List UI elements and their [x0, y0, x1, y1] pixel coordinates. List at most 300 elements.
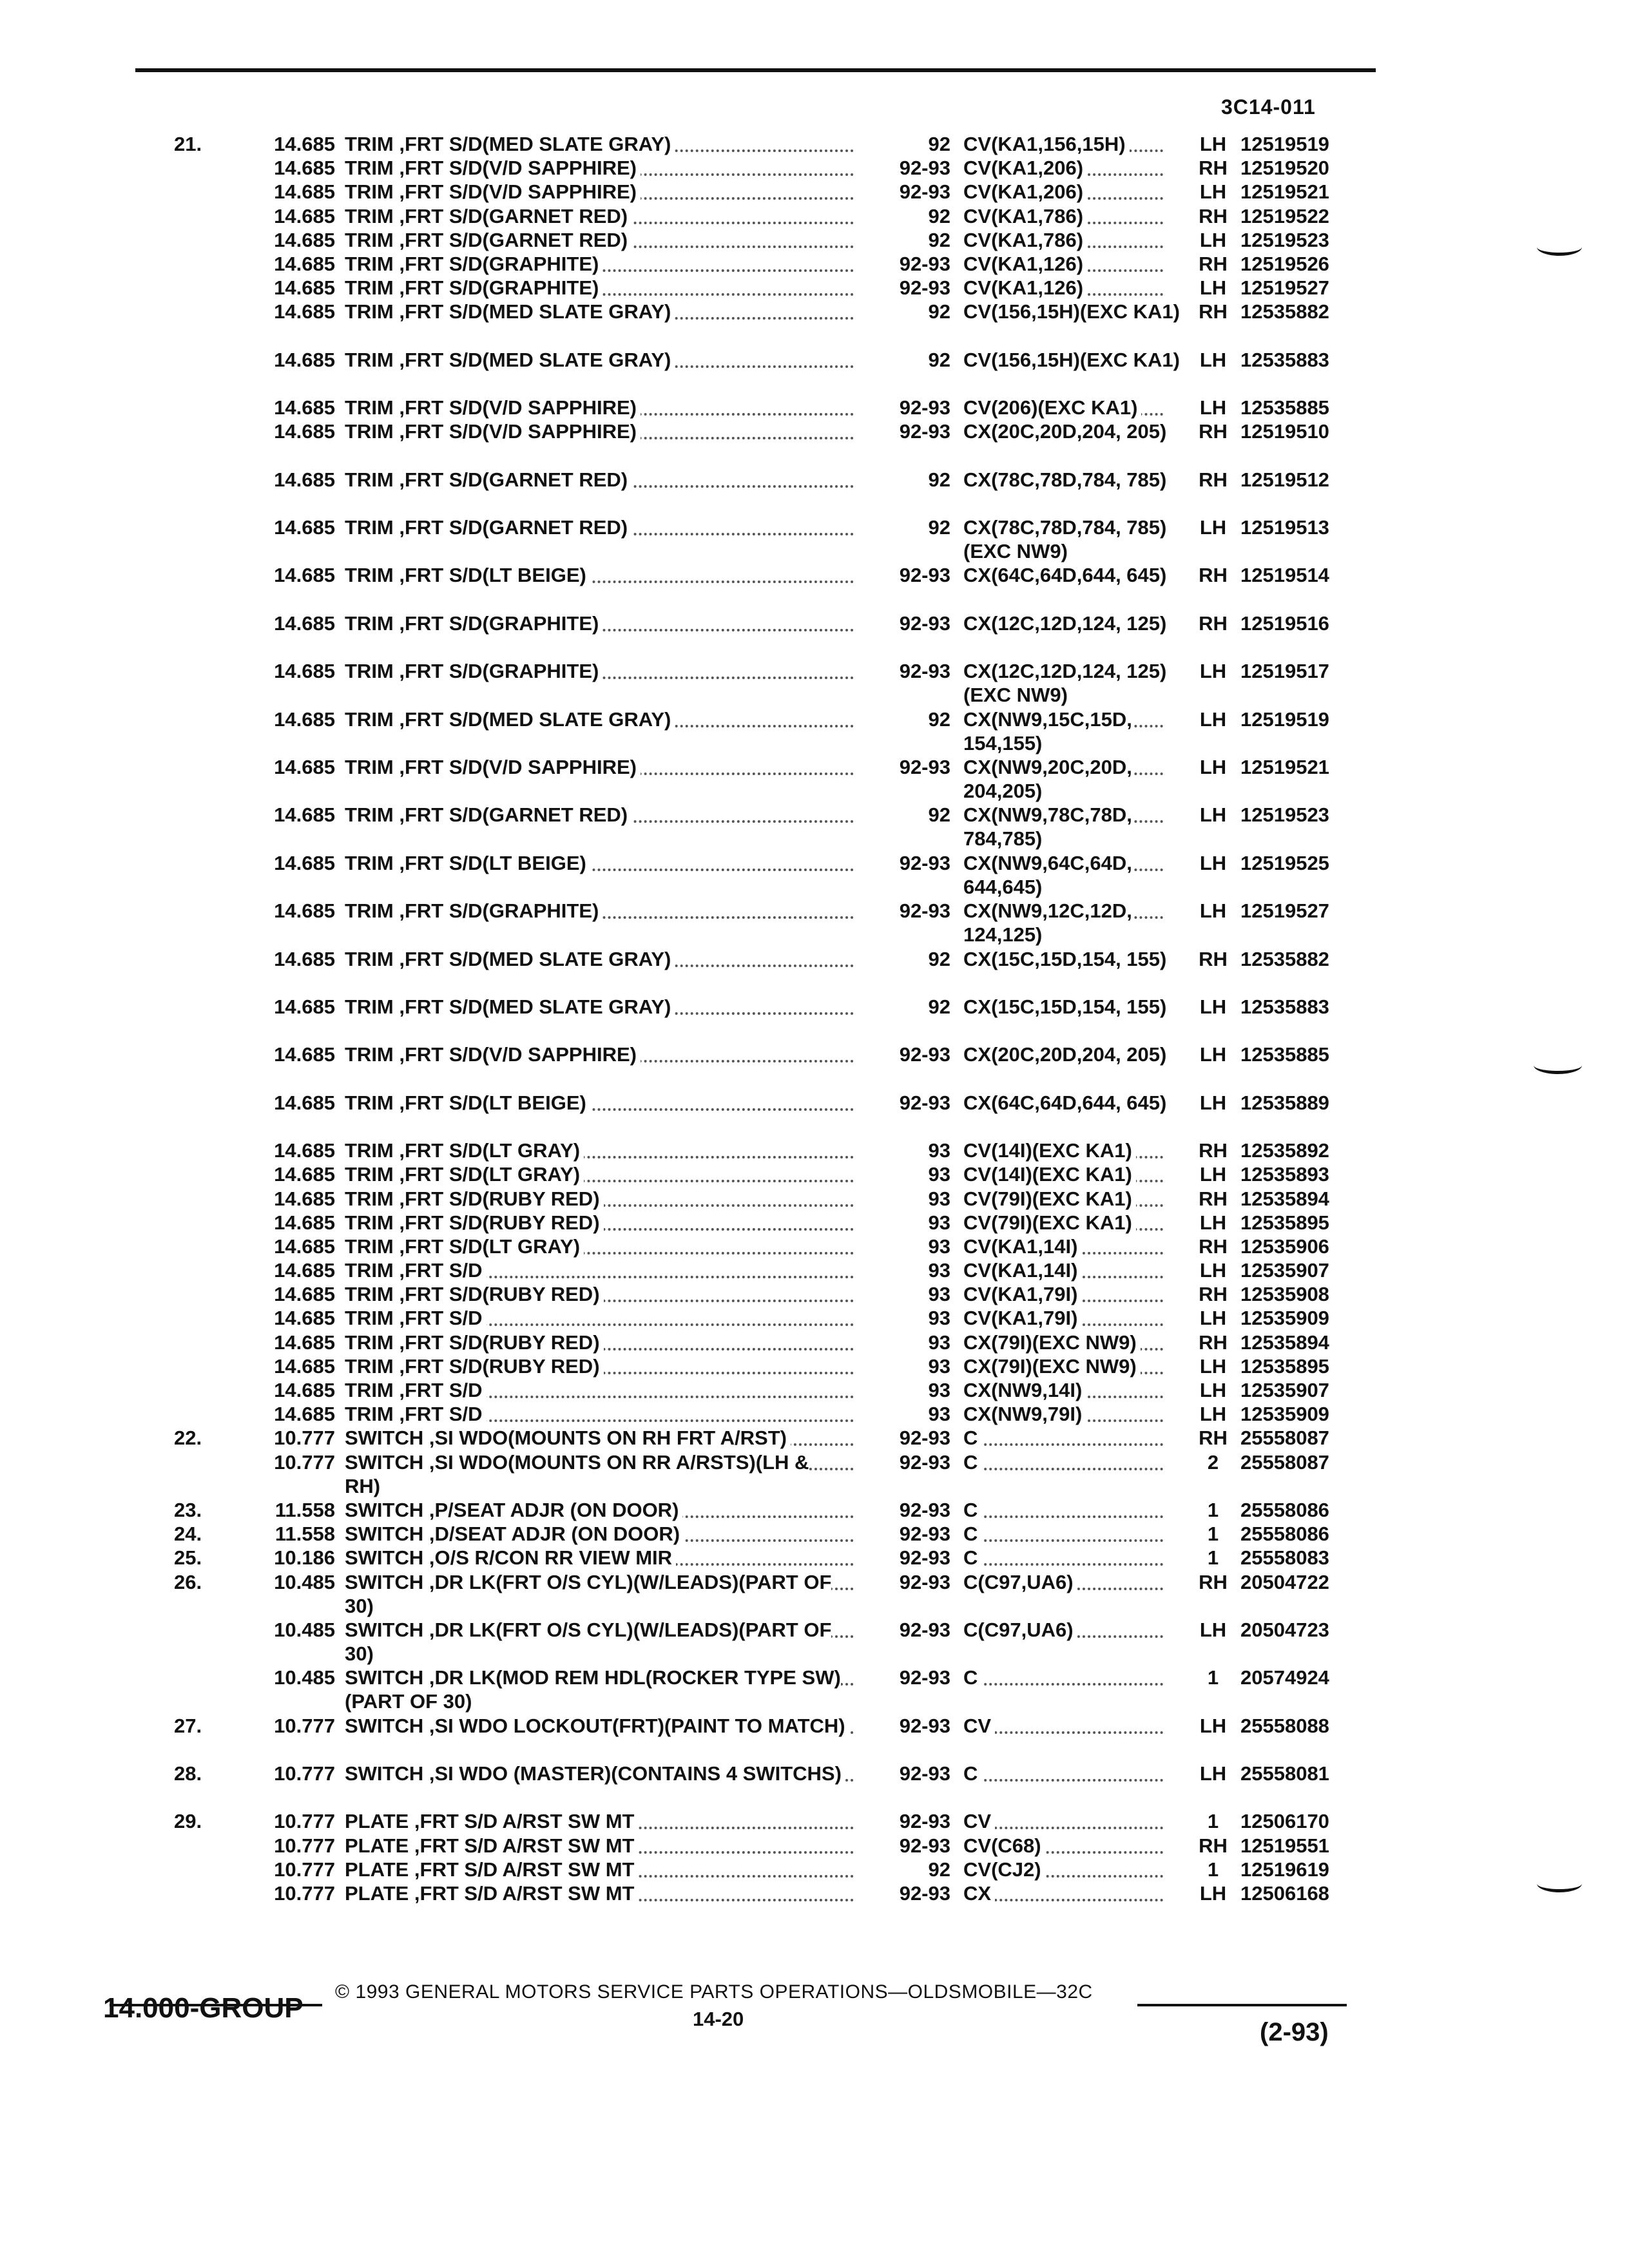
model-year: 93: [928, 1283, 950, 1306]
model-code: CV(KA1,126): [963, 276, 1208, 300]
part-number: 12535889: [1240, 1091, 1329, 1114]
table-row: [0, 396, 1629, 419]
part-description: TRIM ,FRT S/D: [345, 1306, 854, 1330]
model-year: 92-93: [899, 1091, 950, 1114]
top-rule: [135, 68, 1376, 72]
part-description: TRIM ,FRT S/D(GRAPHITE): [345, 659, 854, 683]
model-code: C: [963, 1450, 1208, 1474]
model-year: 92: [928, 300, 950, 323]
model-year: 93: [928, 1211, 950, 1234]
part-number: 12519525: [1240, 851, 1329, 874]
model-year: 92-93: [899, 396, 950, 419]
part-number: 12535883: [1240, 995, 1329, 1018]
quantity: LH: [1199, 1618, 1227, 1641]
model-code: CX(12C,12D,124, 125): [963, 611, 1208, 635]
part-description: TRIM ,FRT S/D(MED SLATE GRAY): [345, 132, 854, 156]
part-number: 12535882: [1240, 947, 1329, 970]
part-description: TRIM ,FRT S/D(MED SLATE GRAY): [345, 348, 854, 372]
part-description: PLATE ,FRT S/D A/RST SW MT: [345, 1834, 854, 1858]
model-code: CV(14I)(EXC KA1): [963, 1162, 1208, 1186]
item-number: 29.: [174, 1810, 202, 1833]
part-description: TRIM ,FRT S/D(V/D SAPPHIRE): [345, 755, 854, 779]
copyright-line: © 1993 GENERAL MOTORS SERVICE PARTS OPERATIONS—OLDSMOBILE—32C: [335, 1981, 1093, 2003]
group-number: 14.685: [274, 1043, 335, 1066]
table-row: [0, 419, 1629, 467]
model-code: CV(CJ2): [963, 1858, 1208, 1881]
part-number: 12535885: [1240, 396, 1329, 419]
model-year: 93: [928, 1403, 950, 1426]
group-number: 14.685: [274, 420, 335, 443]
group-number: 14.685: [274, 228, 335, 251]
item-number: 27.: [174, 1714, 202, 1737]
model-code: CV(KA1,14I): [963, 1235, 1208, 1258]
group-number: 11.558: [275, 1498, 335, 1521]
item-number: 23.: [174, 1498, 202, 1521]
part-description: PLATE ,FRT S/D A/RST SW MT: [345, 1881, 854, 1905]
group-number: 14.685: [274, 707, 335, 731]
group-label: 14.000-GROUP: [103, 1992, 304, 2024]
model-year: 93: [928, 1187, 950, 1210]
model-year: 92-93: [899, 899, 950, 923]
quantity: LH: [1199, 899, 1227, 923]
model-year: 92-93: [899, 1882, 950, 1905]
model-code: CV(C68): [963, 1834, 1208, 1858]
part-description: TRIM ,FRT S/D(GARNET RED): [345, 228, 854, 252]
margin-mark: [1534, 1057, 1582, 1074]
part-number: 25558088: [1240, 1714, 1329, 1737]
part-number: 12519513: [1240, 516, 1329, 539]
group-number: 14.685: [274, 516, 335, 539]
part-description: TRIM ,FRT S/D(GRAPHITE): [345, 276, 854, 300]
part-number: 12519522: [1240, 204, 1329, 227]
part-number: 12535885: [1240, 1043, 1329, 1066]
part-description: TRIM ,FRT S/D(GRAPHITE): [345, 899, 854, 923]
table-row: [0, 1306, 1629, 1330]
model-code: C(C97,UA6): [963, 1618, 1208, 1642]
part-number: 12519512: [1240, 468, 1329, 491]
quantity: LH: [1199, 276, 1227, 300]
model-year: 92-93: [899, 1043, 950, 1066]
table-row: [0, 1809, 1629, 1833]
model-code: CX(NW9,79I): [963, 1402, 1208, 1426]
part-description: TRIM ,FRT S/D(V/D SAPPHIRE): [345, 1043, 854, 1066]
part-number: 25558086: [1240, 1523, 1329, 1546]
part-number: 12519551: [1240, 1834, 1329, 1857]
quantity: RH: [1199, 300, 1228, 323]
table-row: [0, 1139, 1629, 1162]
part-description: SWITCH ,P/SEAT ADJR (ON DOOR): [345, 1498, 854, 1522]
part-description: TRIM ,FRT S/D: [345, 1378, 854, 1402]
part-number: 12519523: [1240, 228, 1329, 251]
model-code: CV(KA1,786): [963, 204, 1208, 228]
item-number: 24.: [174, 1523, 202, 1546]
part-number: 12535895: [1240, 1211, 1329, 1234]
model-code: CX(NW9,64C,64D, 644,645): [963, 851, 1208, 899]
table-row: [0, 1258, 1629, 1282]
quantity: LH: [1199, 1211, 1227, 1234]
part-number: 25558083: [1240, 1546, 1329, 1570]
quantity: LH: [1199, 995, 1227, 1018]
part-description: TRIM ,FRT S/D(LT BEIGE): [345, 851, 854, 875]
model-code: CV(79I)(EXC KA1): [963, 1187, 1208, 1211]
quantity: RH: [1199, 1427, 1228, 1450]
group-number: 14.685: [274, 1091, 335, 1114]
part-description: SWITCH ,SI WDO (MASTER)(CONTAINS 4 SWITCHS): [345, 1762, 854, 1785]
part-description: TRIM ,FRT S/D(V/D SAPPHIRE): [345, 396, 854, 419]
model-code: CX(NW9,14I): [963, 1378, 1208, 1402]
quantity: RH: [1199, 252, 1228, 275]
margin-mark: [1537, 238, 1582, 256]
part-number: 12519521: [1240, 180, 1329, 204]
table-row: [0, 1331, 1629, 1354]
part-description: SWITCH ,SI WDO(MOUNTS ON RR A/RSTS)(LH & RH): [345, 1450, 854, 1498]
part-description: TRIM ,FRT S/D(RUBY RED): [345, 1187, 854, 1211]
table-row: [0, 156, 1629, 180]
table-row: [0, 1881, 1629, 1905]
quantity: RH: [1199, 468, 1228, 491]
part-number: 12519523: [1240, 803, 1329, 827]
part-number: 20574924: [1240, 1666, 1329, 1689]
model-year: 92: [928, 204, 950, 227]
part-number: 12519514: [1240, 564, 1329, 587]
quantity: LH: [1199, 1403, 1227, 1426]
part-number: 12519510: [1240, 420, 1329, 443]
group-number: 10.777: [274, 1450, 335, 1474]
part-description: SWITCH ,SI WDO(MOUNTS ON RH FRT A/RST): [345, 1426, 854, 1450]
group-number: 14.685: [274, 611, 335, 635]
group-number: 14.685: [274, 756, 335, 779]
part-description: PLATE ,FRT S/D A/RST SW MT: [345, 1858, 854, 1881]
quantity: 1: [1207, 1498, 1219, 1521]
part-description: TRIM ,FRT S/D(MED SLATE GRAY): [345, 995, 854, 1019]
part-description: TRIM ,FRT S/D(RUBY RED): [345, 1282, 854, 1306]
model-code: CV(156,15H)(EXC KA1): [963, 300, 1208, 323]
part-number: 12506168: [1240, 1882, 1329, 1905]
model-code: C: [963, 1762, 1208, 1785]
part-number: 12535909: [1240, 1307, 1329, 1330]
quantity: RH: [1199, 1139, 1228, 1162]
model-code: CX(NW9,78C,78D, 784,785): [963, 803, 1208, 850]
part-description: SWITCH ,DR LK(FRT O/S CYL)(W/LEADS)(PART OF 30): [345, 1618, 854, 1666]
part-number: 25558081: [1240, 1762, 1329, 1785]
model-code: CX: [963, 1881, 1208, 1905]
part-description: TRIM ,FRT S/D(GARNET RED): [345, 803, 854, 827]
page-code: 3C14-011: [1221, 95, 1316, 119]
table-row: [0, 1235, 1629, 1258]
group-number: 14.685: [274, 1163, 335, 1186]
model-code: C(C97,UA6): [963, 1570, 1208, 1594]
quantity: RH: [1199, 1570, 1228, 1593]
model-year: 92: [928, 468, 950, 491]
model-year: 92-93: [899, 1427, 950, 1450]
table-row: [0, 1211, 1629, 1235]
part-description: PLATE ,FRT S/D A/RST SW MT: [345, 1809, 854, 1833]
model-year: 93: [928, 1354, 950, 1378]
model-code: CV(156,15H)(EXC KA1): [963, 348, 1208, 372]
part-description: TRIM ,FRT S/D(V/D SAPPHIRE): [345, 419, 854, 443]
table-row: [0, 300, 1629, 347]
quantity: LH: [1199, 1163, 1227, 1186]
quantity: 1: [1207, 1810, 1219, 1833]
model-code: CX(64C,64D,644, 645): [963, 563, 1208, 587]
quantity: RH: [1199, 611, 1228, 635]
part-number: 25558087: [1240, 1427, 1329, 1450]
part-description: TRIM ,FRT S/D: [345, 1258, 854, 1282]
group-number: 14.685: [274, 564, 335, 587]
model-code: CV: [963, 1809, 1208, 1833]
part-description: SWITCH ,D/SEAT ADJR (ON DOOR): [345, 1522, 854, 1546]
quantity: LH: [1199, 660, 1227, 683]
model-code: CV(KA1,79I): [963, 1306, 1208, 1330]
table-row: [0, 755, 1629, 803]
table-row: [0, 947, 1629, 995]
group-number: 14.685: [274, 660, 335, 683]
model-code: CX(64C,64D,644, 645): [963, 1091, 1208, 1115]
group-number: 10.485: [274, 1666, 335, 1689]
part-description: TRIM ,FRT S/D(LT GRAY): [345, 1139, 854, 1162]
model-code: CV(79I)(EXC KA1): [963, 1211, 1208, 1235]
quantity: LH: [1199, 1379, 1227, 1402]
quantity: LH: [1199, 803, 1227, 827]
group-number: 14.685: [274, 803, 335, 827]
part-number: 12519519: [1240, 133, 1329, 155]
quantity: 1: [1207, 1546, 1219, 1570]
model-code: CX(79I)(EXC NW9): [963, 1331, 1208, 1354]
part-number: 12535895: [1240, 1354, 1329, 1378]
model-year: 92-93: [899, 611, 950, 635]
quantity: LH: [1199, 396, 1227, 419]
group-number: 14.685: [274, 157, 335, 180]
part-description: TRIM ,FRT S/D(RUBY RED): [345, 1354, 854, 1378]
group-number: 14.685: [274, 995, 335, 1018]
group-number: 14.685: [274, 300, 335, 323]
quantity: LH: [1199, 1043, 1227, 1066]
part-number: 12519517: [1240, 660, 1329, 683]
model-year: 93: [928, 1235, 950, 1258]
model-code: CV(KA1,14I): [963, 1258, 1208, 1282]
quantity: LH: [1199, 851, 1227, 874]
part-description: TRIM ,FRT S/D: [345, 1402, 854, 1426]
part-description: TRIM ,FRT S/D(MED SLATE GRAY): [345, 300, 854, 323]
table-row: [0, 1426, 1629, 1450]
part-number: 12519521: [1240, 756, 1329, 779]
table-row: [0, 1282, 1629, 1306]
model-code: CV(KA1,156,15H): [963, 132, 1208, 156]
model-year: 92-93: [899, 1714, 950, 1737]
quantity: LH: [1199, 228, 1227, 251]
group-number: 10.485: [274, 1618, 335, 1641]
group-number: 14.685: [274, 396, 335, 419]
table-row: [0, 1043, 1629, 1090]
group-number: 10.777: [274, 1858, 335, 1881]
parts-list: [0, 132, 1629, 1905]
table-row: [0, 899, 1629, 947]
quantity: LH: [1199, 1762, 1227, 1785]
table-row: [0, 1091, 1629, 1139]
table-row: [0, 1618, 1629, 1666]
model-year: 93: [928, 1379, 950, 1402]
model-year: 93: [928, 1307, 950, 1330]
quantity: RH: [1199, 1834, 1228, 1857]
model-year: 92: [928, 995, 950, 1018]
part-number: 12519526: [1240, 252, 1329, 275]
part-number: 12535907: [1240, 1379, 1329, 1402]
part-description: TRIM ,FRT S/D(MED SLATE GRAY): [345, 707, 854, 731]
group-number: 14.685: [274, 204, 335, 227]
model-code: CX(20C,20D,204, 205): [963, 419, 1208, 443]
group-number: 10.777: [274, 1834, 335, 1857]
model-year: 92: [928, 133, 950, 155]
table-row: [0, 252, 1629, 276]
quantity: LH: [1199, 180, 1227, 204]
group-number: 14.685: [274, 1139, 335, 1162]
part-number: 12535893: [1240, 1163, 1329, 1186]
model-code: CX(NW9,15C,15D, 154,155): [963, 707, 1208, 755]
model-year: 93: [928, 1259, 950, 1282]
model-code: CV(KA1,786): [963, 228, 1208, 252]
item-number: 28.: [174, 1762, 202, 1785]
group-number: 11.558: [275, 1523, 335, 1546]
table-row: [0, 1187, 1629, 1211]
item-number: 21.: [174, 133, 202, 155]
model-code: C: [963, 1498, 1208, 1522]
group-number: 14.685: [274, 1403, 335, 1426]
part-number: 12519519: [1240, 707, 1329, 731]
quantity: RH: [1199, 204, 1228, 227]
quantity: LH: [1199, 1714, 1227, 1737]
group-number: 14.685: [274, 1235, 335, 1258]
quantity: LH: [1199, 707, 1227, 731]
quantity: RH: [1199, 1235, 1228, 1258]
model-code: CX(78C,78D,784, 785)(EXC NW9): [963, 515, 1208, 563]
part-number: 25558086: [1240, 1498, 1329, 1521]
quantity: 2: [1207, 1450, 1219, 1474]
table-row: [0, 1162, 1629, 1186]
model-year: 92-93: [899, 1523, 950, 1546]
group-number: 10.777: [274, 1810, 335, 1833]
part-description: TRIM ,FRT S/D(LT BEIGE): [345, 1091, 854, 1115]
part-description: TRIM ,FRT S/D(GRAPHITE): [345, 611, 854, 635]
quantity: LH: [1199, 1882, 1227, 1905]
part-number: 12519527: [1240, 276, 1329, 300]
table-row: [0, 468, 1629, 515]
model-year: 92: [928, 1858, 950, 1881]
model-year: 92-93: [899, 252, 950, 275]
item-number: 26.: [174, 1570, 202, 1593]
group-number: 14.685: [274, 1211, 335, 1234]
part-description: TRIM ,FRT S/D(RUBY RED): [345, 1211, 854, 1235]
group-number: 10.485: [274, 1570, 335, 1593]
model-code: CX(15C,15D,154, 155): [963, 947, 1208, 971]
group-number: 14.685: [274, 1331, 335, 1354]
model-code: C: [963, 1666, 1208, 1689]
quantity: LH: [1199, 1354, 1227, 1378]
model-year: 92-93: [899, 1450, 950, 1474]
table-row: [0, 1858, 1629, 1881]
part-number: 20504722: [1240, 1570, 1329, 1593]
group-number: 10.777: [274, 1427, 335, 1450]
group-number: 14.685: [274, 1379, 335, 1402]
model-year: 92: [928, 348, 950, 371]
model-year: 92: [928, 516, 950, 539]
part-description: TRIM ,FRT S/D(MED SLATE GRAY): [345, 947, 854, 971]
part-number: 20504723: [1240, 1618, 1329, 1641]
model-year: 92-93: [899, 1570, 950, 1593]
page-number: 14-20: [693, 2008, 744, 2030]
part-number: 12535909: [1240, 1403, 1329, 1426]
part-number: 12535907: [1240, 1259, 1329, 1282]
model-year: 92-93: [899, 420, 950, 443]
model-code: CV(206)(EXC KA1): [963, 396, 1208, 419]
table-row: [0, 1450, 1629, 1498]
part-description: SWITCH ,SI WDO LOCKOUT(FRT)(PAINT TO MATCH): [345, 1714, 854, 1738]
table-row: [0, 1546, 1629, 1570]
part-number: 12535894: [1240, 1187, 1329, 1210]
model-year: 92-93: [899, 564, 950, 587]
model-code: CX(15C,15D,154, 155): [963, 995, 1208, 1019]
group-number: 14.685: [274, 276, 335, 300]
item-number: 22.: [174, 1427, 202, 1450]
model-year: 92: [928, 228, 950, 251]
part-number: 12506170: [1240, 1810, 1329, 1833]
model-code: CV: [963, 1714, 1208, 1738]
group-number: 14.685: [274, 851, 335, 874]
group-number: 14.685: [274, 947, 335, 970]
model-code: CV(KA1,79I): [963, 1282, 1208, 1306]
model-year: 93: [928, 1139, 950, 1162]
table-row: [0, 611, 1629, 659]
model-code: CX(12C,12D,124, 125)(EXC NW9): [963, 659, 1208, 707]
model-code: CX(NW9,20C,20D, 204,205): [963, 755, 1208, 803]
model-year: 92: [928, 707, 950, 731]
revision-date: (2-93): [1260, 2018, 1329, 2046]
item-number: 25.: [174, 1546, 202, 1570]
group-number: 14.685: [274, 348, 335, 371]
part-number: 12535906: [1240, 1235, 1329, 1258]
quantity: LH: [1199, 1091, 1227, 1114]
quantity: RH: [1199, 1187, 1228, 1210]
table-row: [0, 563, 1629, 611]
model-code: CV(14I)(EXC KA1): [963, 1139, 1208, 1162]
group-number: 14.685: [274, 1259, 335, 1282]
model-year: 92-93: [899, 1834, 950, 1857]
table-row: [0, 228, 1629, 252]
part-number: 12535892: [1240, 1139, 1329, 1162]
model-year: 92-93: [899, 756, 950, 779]
table-row: [0, 1402, 1629, 1426]
margin-mark: [1537, 1875, 1582, 1892]
part-number: 12519516: [1240, 611, 1329, 635]
model-code: CX(79I)(EXC NW9): [963, 1354, 1208, 1378]
model-year: 92-93: [899, 180, 950, 204]
model-year: 92: [928, 947, 950, 970]
table-row: [0, 1354, 1629, 1378]
table-row: [0, 803, 1629, 850]
model-year: 92-93: [899, 276, 950, 300]
table-row: [0, 515, 1629, 563]
table-row: [0, 348, 1629, 396]
model-year: 93: [928, 1163, 950, 1186]
group-number: 14.685: [274, 1283, 335, 1306]
quantity: RH: [1199, 1331, 1228, 1354]
part-description: TRIM ,FRT S/D(V/D SAPPHIRE): [345, 180, 854, 204]
part-description: TRIM ,FRT S/D(LT GRAY): [345, 1235, 854, 1258]
model-year: 92-93: [899, 660, 950, 683]
table-row: [0, 204, 1629, 228]
part-description: SWITCH ,DR LK(FRT O/S CYL)(W/LEADS)(PART OF 30): [345, 1570, 854, 1618]
table-row: [0, 1378, 1629, 1402]
model-year: 92-93: [899, 1666, 950, 1689]
